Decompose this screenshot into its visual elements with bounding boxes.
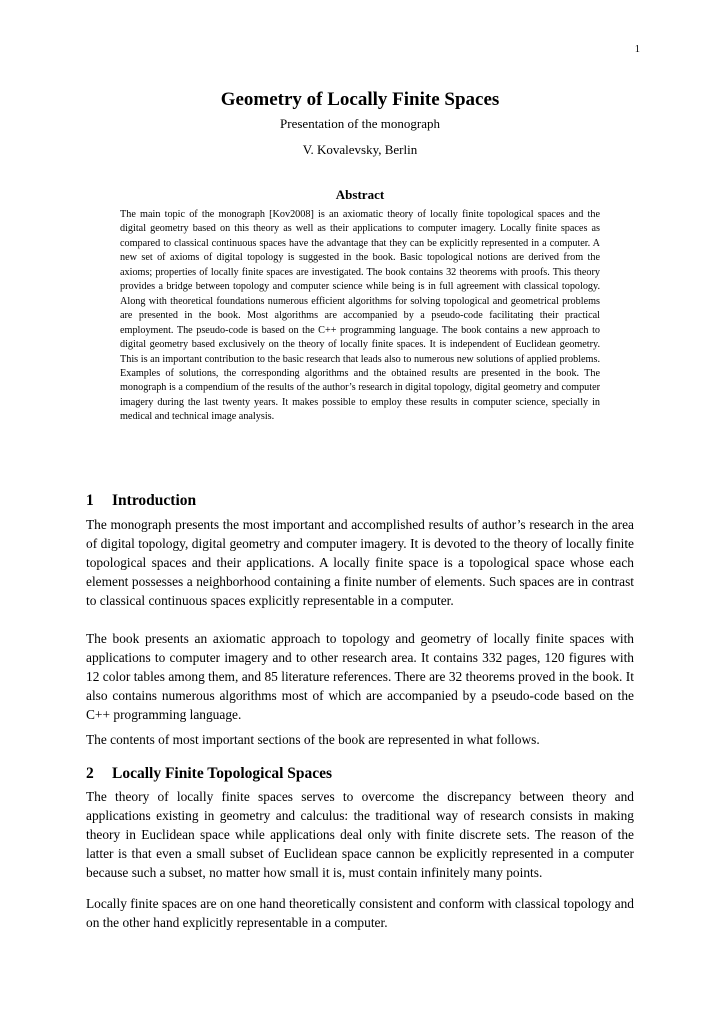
section-2-heading: [86, 765, 332, 783]
section-number: 1: [86, 492, 94, 509]
page-number: 1: [634, 44, 640, 55]
section-1-heading: [86, 492, 196, 510]
section-1-paragraph-2: The book presents an axiomatic approach to topology and geometry of locally finite spaces with applications to computer imagery and to other research area. It contains 332 pages, 120 figures with 12 color tables among them, and 85 literature references. There are 32 theorems proved in the book. It also contains numerous algorithms most of which are accompanied by a pseudo-code based on the C++ programming language.: [86, 631, 634, 722]
section-2-paragraph-2: Locally finite spaces are on one hand theoretically consistent and conform with classical topology and on the other hand explicitly representable in a computer.: [86, 896, 634, 930]
abstract-heading: Abstract: [335, 187, 385, 202]
paper-title: Geometry of Locally Finite Spaces: [220, 89, 500, 110]
abstract-text: The main topic of the monograph [Kov2008] is an axiomatic theory of locally finite topological spaces and the digital geometry based on this theory as well as their applications to computer imagery. Locally finite spaces as compared to classical continuous spaces have the advantage that they can be explicitly represented in a computer. A new set of axioms of digital topology is suggested in the book. Basic topological notions are derived from the axioms; properties of locally finite spaces are investigated. The book contains 32 theorems with proofs. This theory provides a bridge between topology and computer science while being is in full agreement with classical topology. Along with theoretical foundations numerous efficient algorithms for solving topological and geometrical problems are presented in the book. Most algorithms are accompanied by a pseudo-code facilitating their practical employment. The pseudo-code is based on the C++ programming language. The book contains a new approach to digital geometry based exclusively on the theory of locally finite spaces. It is independent of Euclidean geometry. This is an important contribution to the basic research that leads also to numerous new solutions of applied problems. Examples of solutions, the corresponding algorithms and the obtained results are presented in the book. The monograph is a compendium of the results of the author’s research in digital topology, digital geometry and computer imagery during the last twenty years. It makes possible to employ these results in computer science, specially in medical and technical image analysis.: [120, 209, 600, 423]
section-title: Introduction: [112, 492, 197, 509]
section-number: 2: [86, 765, 94, 782]
section-1-paragraph-1: The monograph presents the most important and accomplished results of author’s research in the area of digital topology, digital geometry and computer imagery. It is devoted to the theory of locally finite topological spaces and their applications. A locally finite space is a topological space whose each element possesses a neighborhood containing a finite number of elements. Such spaces are in contrast to classical continuous spaces explicitly representable in a computer.: [86, 517, 634, 608]
paper-subtitle: Presentation of the monograph: [280, 116, 440, 131]
author-line: V. Kovalevsky, Berlin: [302, 142, 418, 157]
section-2-paragraph-1: The theory of locally finite spaces serves to overcome the discrepancy between theory and applications existing in geometry and calculus: the traditional way of research consists in making theory in Euclidean space while applications deal only with finite discrete sets. The reason of the latter is that even a small subset of Euclidean space cannon be explicitly represented in a computer because such a subset, no matter how small it is, must contain infinitely many points.: [86, 789, 634, 880]
section-1-paragraph-3: The contents of most important sections of the book are represented in what follows.: [86, 732, 540, 747]
section-title: Locally Finite Topological Spaces: [112, 765, 333, 782]
